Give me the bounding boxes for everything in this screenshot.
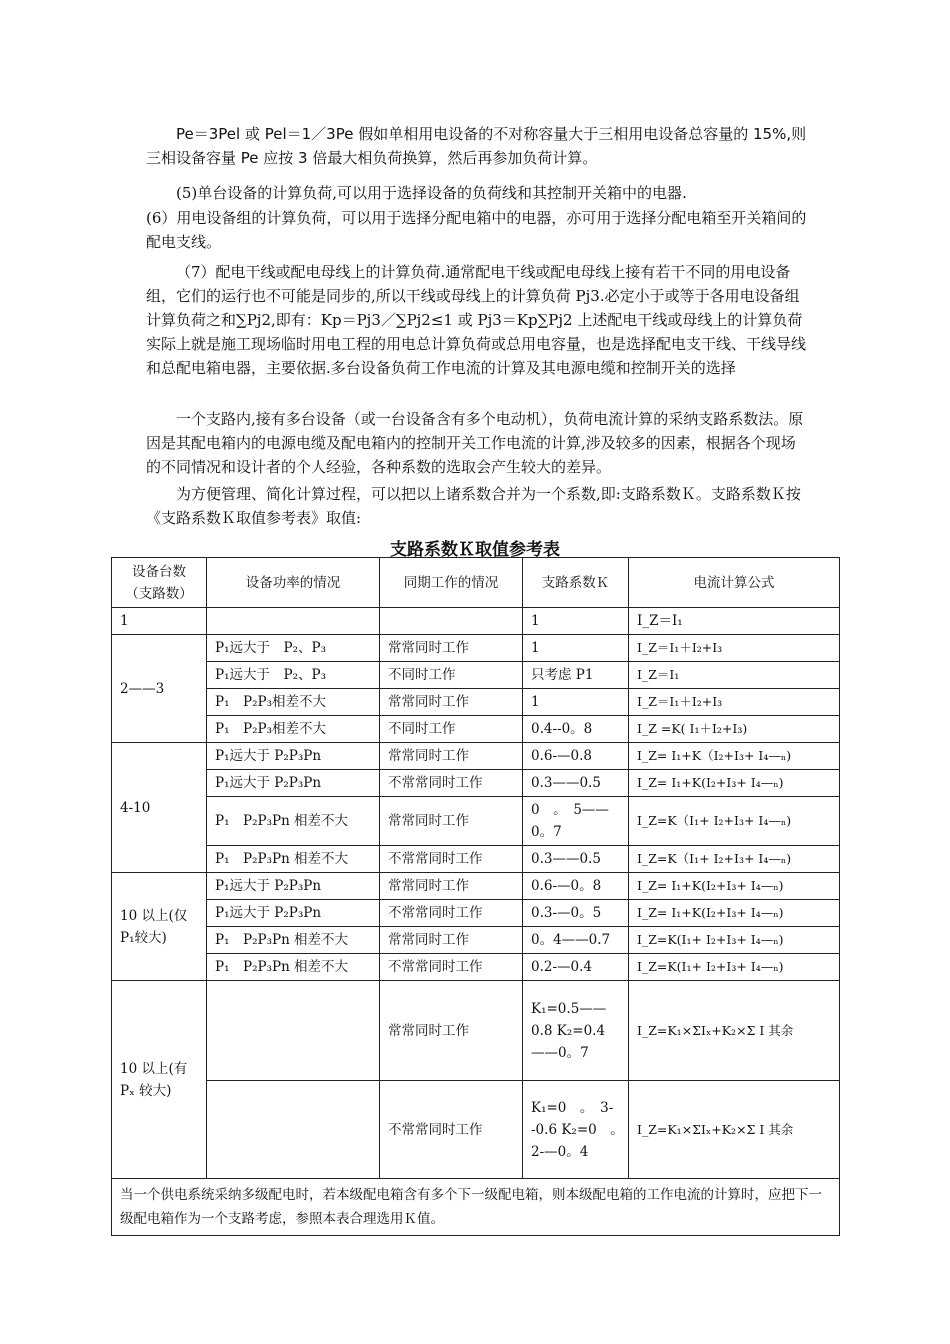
- cell-k: 0.3——0.5: [523, 846, 629, 873]
- cell-formula: I_Z＝I₁＋I₂+I₃: [629, 635, 840, 662]
- table-row: [112, 743, 840, 770]
- cell-k: K₁=0 。 3--0.6 K₂=0 。 2-—0。4: [523, 1081, 629, 1179]
- cell-formula: I_Z＝I₁: [629, 662, 840, 689]
- cell-k: 0 。 5——0。7: [523, 797, 629, 846]
- paragraph-item-5: (5)单台设备的计算负荷,可以用于选择设备的负荷线和其控制开关箱中的电器.: [176, 184, 687, 202]
- cell-power: P₁ P₂P₃Pn 相差不大: [207, 797, 380, 846]
- table-row: [112, 954, 840, 981]
- paragraph-formula: Pe＝3Pel 或 Pel＝1／3Pe 假如单相用电设备的不对称容量大于三相用电设备总容量的 15%,则三相设备容量 Pe 应按 3 倍最大相负荷换算，然后再参加负荷计算。: [146, 125, 807, 167]
- cell-k: 1: [523, 689, 629, 716]
- cell-power: P₁远大于 P₂P₃Pn: [207, 770, 380, 797]
- paragraph-item-6: (6）用电设备组的计算负荷，可以用于选择分配电箱中的电器，亦可用于选择分配电箱至开关箱间的配电支线。: [146, 209, 807, 251]
- cell-formula: I_Z =K( I₁＋I₂+I₃): [629, 716, 840, 743]
- cell-simultaneity: 常常同时工作: [380, 873, 523, 900]
- cell-formula: I_Z= I₁+K(I₂+I₃+ I₄—ₙ): [629, 900, 840, 927]
- cell-formula: I_Z= I₁+K(I₂+I₃+ I₄—ₙ): [629, 770, 840, 797]
- table-row: [112, 927, 840, 954]
- header-k-value: 支路系数Ｋ: [523, 558, 629, 608]
- cell-power: P₁远大于 P₂、P₃: [207, 635, 380, 662]
- cell-k: 0。4——0.7: [523, 927, 629, 954]
- table-row: [112, 797, 840, 846]
- cell-k: 1: [523, 635, 629, 662]
- cell-power: P₁远大于 P₂P₃Pn: [207, 900, 380, 927]
- cell-k: 只考虑 P1: [523, 662, 629, 689]
- cell-formula: I_Z＝I₁: [629, 608, 840, 635]
- paragraph-item-7: （7）配电干线或配电母线上的计算负荷.通常配电干线或配电母线上接有若干不同的用电设备组，它们的运行也不可能是同步的,所以干线或母线上的计算负荷 Pj3.必定小于或等于各用电设备组计算负荷之和∑Pj2,即有：Kp＝Pj3／∑Pj2≤1 或 Pj3＝Kp∑Pj2 上述配电干线或母线上的计算负荷实际上就是施工现场临时用电工程的用电总计算负荷或总用电容量，也是选择配电支干线、干线导线和总配电箱电器，主要依据.多台设备负荷工作电流的计算及其电源电缆和控制开关的选择: [146, 263, 807, 377]
- cell-k: 0.6-—0。8: [523, 873, 629, 900]
- cell-power: P₁远大于 P₂、P₃: [207, 662, 380, 689]
- cell-formula: I_Z=K（I₁+ I₂+I₃+ I₄—ₙ): [629, 797, 840, 846]
- cell-simultaneity: 不同时工作: [380, 716, 523, 743]
- group-label: 10 以上(有 Pₓ 较大): [112, 981, 207, 1179]
- cell-power: P₁ P₂P₃Pn 相差不大: [207, 846, 380, 873]
- coefficient-table: [111, 557, 840, 1236]
- header-power-condition: 设备功率的情况: [207, 558, 380, 608]
- cell-formula: I_Z＝I₁＋I₂+I₃: [629, 689, 840, 716]
- group-label: 1: [112, 608, 207, 635]
- cell-k: 0.3-—0。5: [523, 900, 629, 927]
- table-row: [112, 608, 840, 635]
- group-label: 2——3: [112, 635, 207, 743]
- cell-simultaneity: [380, 608, 523, 635]
- paragraph-branch-coefficient: 为方便管理、简化计算过程，可以把以上诸系数合并为一个系数,即:支路系数Ｋ。支路系数Ｋ按《支路系数Ｋ取值参考表》取值:: [146, 485, 801, 527]
- cell-formula: I_Z=K(I₁+ I₂+I₃+ I₄—ₙ): [629, 954, 840, 981]
- cell-k: 0.6-—0.8: [523, 743, 629, 770]
- cell-power: [207, 608, 380, 635]
- cell-power: P₁ P₂P₃Pn 相差不大: [207, 927, 380, 954]
- table-note-row: [112, 1179, 840, 1236]
- table-row: [112, 716, 840, 743]
- cell-power: P₁ P₂P₃相差不大: [207, 689, 380, 716]
- table-row: [112, 662, 840, 689]
- cell-k: 0.2-—0.4: [523, 954, 629, 981]
- cell-power: P₁ P₂P₃Pn 相差不大: [207, 954, 380, 981]
- table-header-row: [112, 558, 840, 608]
- header-formula: 电流计算公式: [629, 558, 840, 608]
- cell-k: 0.3——0.5: [523, 770, 629, 797]
- cell-simultaneity: 常常同时工作: [380, 927, 523, 954]
- cell-power: P₁远大于 P₂P₃Pn: [207, 873, 380, 900]
- cell-simultaneity: 常常同时工作: [380, 689, 523, 716]
- table-row: [112, 1081, 840, 1179]
- cell-simultaneity: 常常同时工作: [380, 981, 523, 1081]
- cell-formula: I_Z=K₁×ΣIₓ+K₂×Σ I 其余: [629, 981, 840, 1081]
- cell-power: P₁远大于 P₂P₃Pn: [207, 743, 380, 770]
- cell-k: K₁=0.5——0.8 K₂=0.4——0。7: [523, 981, 629, 1081]
- cell-power: P₁ P₂P₃相差不大: [207, 716, 380, 743]
- cell-k: 0.4--0。8: [523, 716, 629, 743]
- table-row: [112, 981, 840, 1081]
- table-row: [112, 635, 840, 662]
- cell-power: [207, 1081, 380, 1179]
- cell-simultaneity: 不常常同时工作: [380, 1081, 523, 1179]
- cell-power: [207, 981, 380, 1081]
- header-simultaneity: 同期工作的情况: [380, 558, 523, 608]
- cell-formula: I_Z= I₁+K（I₂+I₃+ I₄—ₙ): [629, 743, 840, 770]
- group-label: 10 以上(仅 P₁较大): [112, 873, 207, 981]
- group-label: 4-10: [112, 743, 207, 873]
- table-row: [112, 900, 840, 927]
- cell-simultaneity: 常常同时工作: [380, 635, 523, 662]
- cell-formula: I_Z= I₁+K(I₂+I₃+ I₄—ₙ): [629, 873, 840, 900]
- table-title: 支路系数Ｋ取值参考表: [390, 540, 560, 560]
- cell-simultaneity: 不常常同时工作: [380, 770, 523, 797]
- cell-simultaneity: 不常常同时工作: [380, 900, 523, 927]
- header-device-count: 设备台数（支路数）: [112, 558, 207, 608]
- cell-formula: I_Z=K(I₁+ I₂+I₃+ I₄—ₙ): [629, 927, 840, 954]
- cell-simultaneity: 常常同时工作: [380, 743, 523, 770]
- table-row: [112, 689, 840, 716]
- cell-k: 1: [523, 608, 629, 635]
- cell-simultaneity: 不常常同时工作: [380, 954, 523, 981]
- table-note: 当一个供电系统采纳多级配电时，若本级配电箱含有多个下一级配电箱，则本级配电箱的工作电流的计算时，应把下一级配电箱作为一个支路考虑，参照本表合理选用Ｋ值。: [112, 1179, 840, 1236]
- table-row: [112, 770, 840, 797]
- table-row: [112, 873, 840, 900]
- cell-formula: I_Z=K（I₁+ I₂+I₃+ I₄—ₙ): [629, 846, 840, 873]
- paragraph-branch-method: 一个支路内,接有多台设备（或一台设备含有多个电动机），负荷电流计算的采纳支路系数法。原因是其配电箱内的电源电缆及配电箱内的控制开关工作电流的计算,涉及较多的因素，根据各个现场的不同情况和设计者的个人经验，各种系数的选取会产生较大的差异。: [146, 410, 804, 476]
- cell-simultaneity: 常常同时工作: [380, 797, 523, 846]
- table-row: [112, 846, 840, 873]
- cell-simultaneity: 不常常同时工作: [380, 846, 523, 873]
- cell-formula: I_Z=K₁×ΣIₓ+K₂×Σ I 其余: [629, 1081, 840, 1179]
- cell-simultaneity: 不同时工作: [380, 662, 523, 689]
